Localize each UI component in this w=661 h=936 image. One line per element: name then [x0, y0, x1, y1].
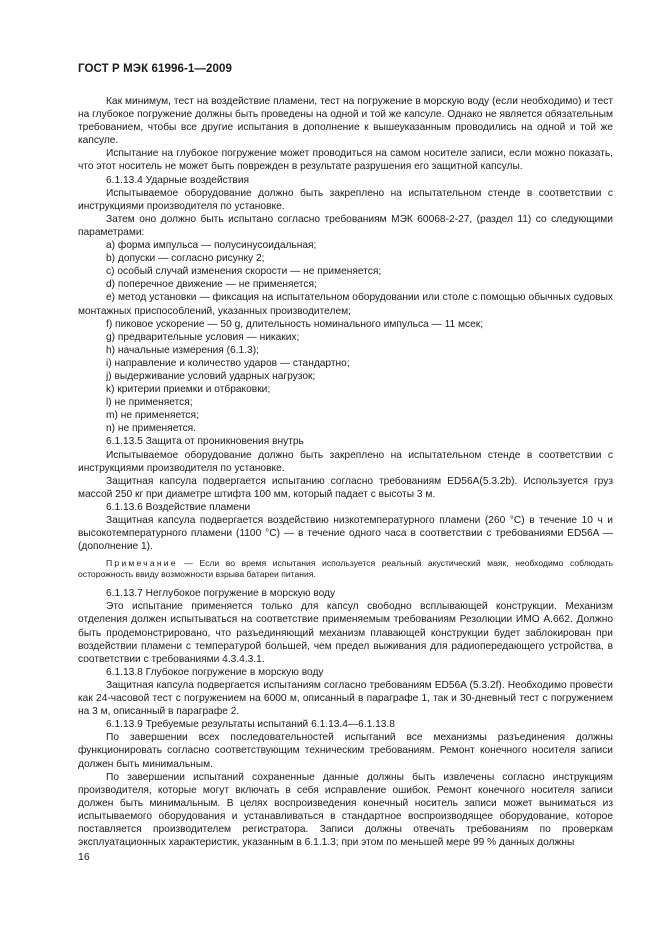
- note-text: — Если во время испытания используется реальный акустический маяк, необходимо соблюдать осторожность ввиду возможности взрыва батареи питания.: [78, 558, 613, 580]
- body-paragraph: По завершении всех последовательностей испытаний все механизмы разъединения должны функционировать согласно соответствующим техническим требованиям. Ремонт конечного носителя записи должен быть минимальным.: [78, 732, 613, 770]
- section-heading: 6.1.13.8 Глубокое погружение в морскую воду: [106, 666, 324, 678]
- list-item: j) выдерживание условий ударных нагрузок;: [106, 370, 316, 382]
- body-paragraph: Защитная капсула подвергается испытаниям согласно требованиям ED56A (5.3.2f). Необходимо провести как 24-часовой тест с погружением на 6000 м, описанный в параграфе 1, так и 30-дневный тест с погружением на 3 м, описанный в параграфе 2.: [78, 679, 613, 718]
- list-item: g) предварительные условия — никаких;: [106, 331, 300, 343]
- list-item: f) пиковое ускорение — 50 g, длительность номинального импульса — 11 мсек;: [106, 318, 484, 330]
- body-paragraph: По завершении испытаний сохраненные данные должны быть извлечены согласно инструкциям производителя, которые могут включать в себя исправление ошибок. Ремонт конечного носителя записи должен быть минимальным. В целях воспроизведения конечный носитель записи может выниматься из испытываемого оборудования и устанавливаться в стандартное воспроизводящее оборудование, которое поставляется производителем регистратора. Записи должны отвечать требованиям по проверкам эксплуатационных характеристик, указанным в 6.1.1.3; при этом по меньшей мере 99 % данных должны: [78, 771, 613, 849]
- body-paragraph: Испытание на глубокое погружение может проводиться на самом носителе записи, если можно показать, что этот носитель не может быть поврежден в результате разрушения его защитной капсулы.: [78, 148, 613, 173]
- body-paragraph: Это испытание применяется только для капсул свободно всплывающей конструкции. Механизм отделения должен испытываться на соответствие применяемым требованиям Резолюции ИМО А.662. Должно быть продемонстрировано, что разъединяющий механизм плавающей конструкции будет заблокирован при воздействии пламени с температурой большей, чем предел выживания для радиопередающего устройства, в соответствии с требованиями 4.3.4.3.1.: [78, 601, 613, 665]
- list-item: m) не применяется;: [106, 410, 199, 422]
- section-heading: 6.1.13.7 Неглубокое погружение в морскую воду: [106, 588, 336, 600]
- note-label: Примечание: [106, 558, 178, 569]
- list-item: n) не применяется.: [106, 423, 197, 435]
- body-paragraph: Испытываемое оборудование должно быть закреплено на испытательном стенде в соответствии с инструкциями производителя по установке.: [78, 449, 613, 474]
- body-paragraph: e) метод установки — фиксация на испытательном оборудовании или столе с помощью обычных судовых монтажных приспособлений, указанных производителем;: [78, 292, 613, 317]
- body-paragraph: Затем оно должно быть испытано согласно требованиям МЭК 60068-2-27, (раздел 11) со следующими параметрами:: [78, 213, 613, 238]
- section-heading: 6.1.13.9 Требуемые результаты испытаний 6.1.13.4—6.1.13.8: [106, 719, 395, 731]
- list-item: b) допуски — согласно рисунку 2;: [106, 253, 265, 265]
- list-item: c) особый случай изменения скорости — не применяется;: [106, 266, 382, 278]
- page-number: 16: [78, 851, 90, 863]
- document-header: ГОСТ Р МЭК 61996-1—2009: [78, 63, 232, 75]
- list-item: a) форма импульса — полусинусоидальная;: [106, 240, 317, 252]
- body-paragraph: Защитная капсула подвергается испытанию согласно требованиям ED56A(5.3.2b). Используется груз массой 250 кг при диаметре штифта 100 мм, который падает с высоты 3 м.: [78, 475, 613, 500]
- section-heading: 6.1.13.4 Ударные воздействия: [106, 174, 250, 186]
- list-item: d) поперечное движение — не применяется;: [106, 279, 317, 291]
- document-body: [78, 95, 613, 849]
- note-paragraph: [78, 558, 613, 580]
- list-item: h) начальные измерения (6.1.3);: [106, 344, 259, 356]
- section-heading: 6.1.13.5 Защита от проникновения внутрь: [106, 436, 304, 448]
- list-item: i) направление и количество ударов — стандартно;: [106, 357, 350, 369]
- list-item: l) не применяется;: [106, 397, 193, 409]
- body-paragraph: Защитная капсула подвергается воздействию низкотемпературного пламени (260 °C) в течение 10 ч и высокотемпературного пламени (1100 °C) — в течение одного часа в соответствии с требованиями ED56A — (дополнение 1).: [78, 515, 613, 553]
- body-paragraph: Испытываемое оборудование должно быть закреплено на испытательном стенде в соответствии с инструкциями производителя по установке.: [78, 187, 613, 212]
- section-heading: 6.1.13.6 Воздействие пламени: [106, 501, 251, 513]
- body-paragraph: Как минимум, тест на воздействие пламени, тест на погружение в морскую воду (если необходимо) и тест на глубокое погружение должны быть проведены на одной и той же капсуле. Однако не является обязательным требованием, чтобы все другие испытания в дополнение к вышеуказанным проводились на одной и той же капсуле.: [78, 96, 613, 147]
- list-item: k) критерии приемки и отбраковки;: [106, 384, 271, 396]
